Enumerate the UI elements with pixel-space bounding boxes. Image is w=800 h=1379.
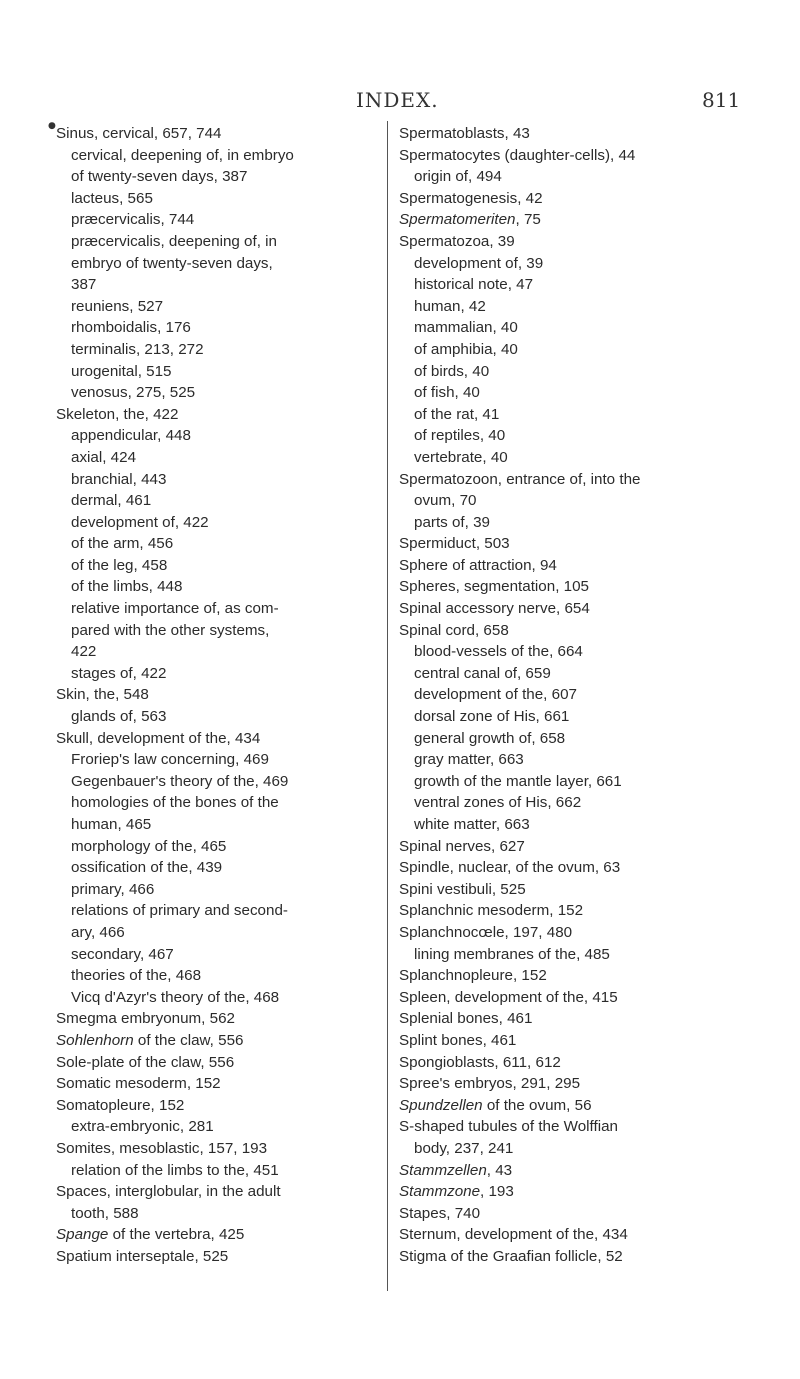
index-subentry	[56, 339, 376, 361]
index-entry-text: Spermiduct, 503	[399, 535, 510, 553]
column-divider	[387, 121, 388, 1291]
index-entry-text: Spermatocytes (daughter-cells), 44	[399, 146, 636, 164]
index-subentry	[56, 253, 376, 275]
index-entry-text: Splint bones, 461	[399, 1031, 517, 1049]
index-entry	[399, 1030, 739, 1052]
index-entry-text: Spree's embryos, 291, 295	[399, 1075, 581, 1093]
index-subentry	[56, 555, 376, 577]
index-entry-text: Spinal cord, 658	[399, 621, 509, 639]
index-entry	[56, 684, 376, 706]
index-entry	[399, 857, 739, 879]
index-entry-text: Sternum, development of the, 434	[399, 1226, 628, 1244]
bullet-mark: ●	[48, 121, 56, 131]
index-entry-text: Spermatogenesis, 42	[399, 189, 543, 207]
index-subentry	[56, 209, 376, 231]
index-entry-text: Spongioblasts, 611, 612	[399, 1053, 561, 1071]
index-subentry	[56, 1116, 376, 1138]
index-entry-text: homologies of the bones of the	[71, 794, 279, 812]
index-entry-text: morphology of the, 465	[71, 837, 227, 855]
index-entry-text: pared with the other systems,	[71, 621, 270, 639]
index-column-right	[399, 123, 739, 1267]
index-subentry	[56, 425, 376, 447]
index-entry	[399, 1073, 739, 1095]
index-entry	[56, 1246, 376, 1268]
index-entry-text: of the leg, 458	[71, 556, 168, 574]
index-entry-text: Splanchnic mesoderm, 152	[399, 902, 584, 920]
index-entry	[56, 1224, 376, 1246]
index-entry-text: relation of the limbs to the, 451	[71, 1161, 279, 1179]
index-entry-text: ossification of the, 439	[71, 859, 223, 877]
index-subentry	[399, 1138, 739, 1160]
index-entry-text: primary, 466	[71, 880, 155, 898]
index-entry	[399, 922, 739, 944]
index-entry-text: Splanchnocœle, 197, 480	[399, 923, 573, 941]
index-entry-text: relative importance of, as com-	[71, 600, 279, 618]
index-entry-text: Spermatozoa, 39	[399, 232, 515, 250]
index-entry-text: 422	[71, 643, 97, 661]
index-subentry	[56, 792, 376, 814]
index-entry-text: reuniens, 527	[71, 297, 164, 315]
index-entry-text: dorsal zone of His, 661	[414, 708, 570, 726]
index-subentry	[56, 922, 376, 944]
page-number: 811	[702, 88, 741, 112]
index-entry	[56, 404, 376, 426]
index-subentry	[56, 382, 376, 404]
index-entry-text: Spheres, segmentation, 105	[399, 578, 589, 596]
index-entry	[56, 1138, 376, 1160]
index-entry-text: , 43	[486, 1161, 513, 1179]
index-entry-text: Skin, the, 548	[56, 686, 149, 704]
index-entry	[399, 209, 739, 231]
index-entry	[56, 123, 376, 145]
index-entry-text: blood-vessels of the, 664	[414, 643, 583, 661]
index-entry	[399, 123, 739, 145]
index-entry-text: Spindle, nuclear, of the ovum, 63	[399, 859, 621, 877]
index-entry	[399, 987, 739, 1009]
index-entry-text: præcervicalis, 744	[71, 211, 195, 229]
index-subentry	[399, 382, 739, 404]
index-entry-text: Stigma of the Graafian follicle, 52	[399, 1247, 623, 1265]
index-entry-italic-term: Spange	[56, 1226, 109, 1244]
index-entry-text: , 75	[515, 211, 541, 229]
index-entry-text: general growth of, 658	[414, 729, 566, 747]
index-entry-text: of amphibia, 40	[414, 340, 518, 358]
index-subentry	[56, 944, 376, 966]
index-entry	[399, 965, 739, 987]
index-entry-text: secondary, 467	[71, 945, 174, 963]
index-entry	[56, 1181, 376, 1203]
index-entry-italic-term: Spermatomeriten	[399, 211, 516, 229]
index-entry-text: gray matter, 663	[414, 751, 524, 769]
index-subentry	[56, 706, 376, 728]
index-entry	[399, 231, 739, 253]
page-title: INDEX.	[356, 88, 439, 112]
index-subentry	[399, 792, 739, 814]
index-entry	[399, 879, 739, 901]
index-entry-text: of twenty-seven days, 387	[71, 168, 248, 186]
index-entry	[56, 728, 376, 750]
index-entry-text: axial, 424	[71, 448, 137, 466]
index-subentry	[399, 684, 739, 706]
index-entry-text: Sphere of attraction, 94	[399, 556, 557, 574]
index-entry-text: embryo of twenty-seven days,	[71, 254, 273, 272]
index-subentry	[399, 663, 739, 685]
index-entry-italic-term: Sohlenhorn	[56, 1031, 134, 1049]
index-subentry	[399, 404, 739, 426]
index-entry-text: development of, 422	[71, 513, 209, 531]
index-entry	[399, 188, 739, 210]
index-entry-text: of fish, 40	[414, 384, 480, 402]
index-entry	[399, 1181, 739, 1203]
index-entry-text: Smegma embryonum, 562	[56, 1010, 235, 1028]
index-subentry	[56, 317, 376, 339]
index-entry	[399, 620, 739, 642]
index-subentry	[56, 620, 376, 642]
index-entry	[399, 533, 739, 555]
index-entry-text: ventral zones of His, 662	[414, 794, 582, 812]
index-entry	[399, 1203, 739, 1225]
index-entry-text: origin of, 494	[414, 168, 502, 186]
index-entry-text: Vicq d'Azyr's theory of the, 468	[71, 988, 280, 1006]
index-entry-text: development of the, 607	[414, 686, 577, 704]
index-subentry	[399, 814, 739, 836]
index-entry	[399, 469, 739, 491]
index-entry-text: human, 42	[414, 297, 486, 315]
index-entry	[399, 1008, 739, 1030]
index-entry-text: glands of, 563	[71, 708, 167, 726]
index-subentry	[56, 598, 376, 620]
index-subentry	[56, 749, 376, 771]
index-subentry	[399, 425, 739, 447]
index-subentry	[56, 231, 376, 253]
index-entry	[399, 900, 739, 922]
index-subentry	[56, 663, 376, 685]
index-subentry	[399, 749, 739, 771]
index-subentry	[399, 706, 739, 728]
index-subentry	[399, 166, 739, 188]
index-entry-text: terminalis, 213, 272	[71, 340, 204, 358]
index-subentry	[56, 836, 376, 858]
index-entry	[399, 555, 739, 577]
index-subentry	[56, 361, 376, 383]
index-entry	[399, 1246, 739, 1268]
index-entry-text: Spermatozoon, entrance of, into the	[399, 470, 641, 488]
index-entry	[56, 1095, 376, 1117]
index-entry-text: of the claw, 556	[133, 1031, 244, 1049]
index-entry	[399, 1095, 739, 1117]
index-subentry	[56, 1160, 376, 1182]
index-subentry	[56, 512, 376, 534]
index-entry-text: Spaces, interglobular, in the adult	[56, 1183, 281, 1201]
index-entry-italic-term: Stammzone	[399, 1183, 481, 1201]
index-entry-text: theories of the, 468	[71, 967, 202, 985]
index-entry-text: stages of, 422	[71, 664, 167, 682]
index-subentry	[56, 814, 376, 836]
index-entry-text: urogenital, 515	[71, 362, 172, 380]
index-entry-text: of the arm, 456	[71, 535, 174, 553]
index-entry-text: of birds, 40	[414, 362, 490, 380]
index-entry-text: Skull, development of the, 434	[56, 729, 261, 747]
index-entry	[399, 1052, 739, 1074]
index-entry-text: relations of primary and second-	[71, 902, 288, 920]
index-entry	[399, 1116, 739, 1138]
index-entry-text: growth of the mantle layer, 661	[414, 772, 622, 790]
index-subentry	[399, 339, 739, 361]
index-subentry	[56, 188, 376, 210]
index-entry-text: præcervicalis, deepening of, in	[71, 232, 277, 250]
index-subentry	[56, 641, 376, 663]
index-entry-text: of the limbs, 448	[71, 578, 183, 596]
index-entry-text: body, 237, 241	[414, 1139, 514, 1157]
index-entry-text: Somatic mesoderm, 152	[56, 1075, 221, 1093]
index-entry-text: of the ovum, 56	[482, 1096, 592, 1114]
index-subentry	[56, 965, 376, 987]
index-entry-italic-term: Stammzellen	[399, 1161, 487, 1179]
index-entry-text: human, 465	[71, 816, 152, 833]
index-entry-text: cervical, deepening of, in embryo	[71, 146, 294, 164]
index-subentry	[56, 576, 376, 598]
index-subentry	[56, 857, 376, 879]
index-entry-text: Somites, mesoblastic, 157, 193	[56, 1139, 268, 1157]
index-subentry	[399, 512, 739, 534]
index-entry-text: Somatopleure, 152	[56, 1096, 185, 1114]
index-subentry	[56, 296, 376, 318]
index-subentry	[399, 728, 739, 750]
index-subentry	[56, 879, 376, 901]
index-entry-text: Skeleton, the, 422	[56, 405, 179, 423]
index-entry-text: Sole-plate of the claw, 556	[56, 1053, 235, 1071]
index-subentry	[399, 361, 739, 383]
index-subentry	[399, 944, 739, 966]
index-subentry	[56, 771, 376, 793]
index-entry-text: dermal, 461	[71, 492, 152, 510]
index-subentry	[56, 274, 376, 296]
index-entry-text: white matter, 663	[414, 816, 530, 833]
index-entry-text: Stapes, 740	[399, 1204, 481, 1222]
index-entry-text: Spermatoblasts, 43	[399, 125, 530, 142]
index-subentry	[399, 296, 739, 318]
index-entry-text: historical note, 47	[414, 276, 534, 294]
index-entry-italic-term: Spundzellen	[399, 1096, 483, 1114]
index-subentry	[56, 900, 376, 922]
index-entry-text: Gegenbauer's theory of the, 469	[71, 772, 289, 790]
index-entry	[399, 145, 739, 167]
index-entry-text: appendicular, 448	[71, 427, 191, 445]
index-entry-text: Spinal nerves, 627	[399, 837, 525, 855]
index-entry-text: Splanchnopleure, 152	[399, 967, 547, 985]
index-entry-text: lining membranes of the, 485	[414, 945, 610, 963]
index-entry	[56, 1008, 376, 1030]
index-subentry	[56, 145, 376, 167]
index-entry	[399, 1160, 739, 1182]
index-entry-text: development of, 39	[414, 254, 544, 272]
index-subentry	[399, 447, 739, 469]
index-subentry	[56, 447, 376, 469]
index-entry-text: venosus, 275, 525	[71, 384, 196, 402]
index-entry-text: of the vertebra, 425	[108, 1226, 245, 1244]
index-subentry	[56, 533, 376, 555]
index-entry-text: rhomboidalis, 176	[71, 319, 191, 337]
index-entry-text: tooth, 588	[71, 1204, 139, 1222]
index-entry	[56, 1030, 376, 1052]
index-entry	[56, 1073, 376, 1095]
index-entry-text: Spini vestibuli, 525	[399, 880, 526, 898]
index-entry	[399, 836, 739, 858]
index-entry-text: Spleen, development of the, 415	[399, 988, 618, 1006]
index-subentry	[399, 317, 739, 339]
index-subentry	[56, 166, 376, 188]
index-entry	[399, 1224, 739, 1246]
index-subentry	[56, 1203, 376, 1225]
index-subentry	[399, 274, 739, 296]
index-entry	[56, 1052, 376, 1074]
index-entry-text: vertebrate, 40	[414, 448, 508, 466]
index-entry-text: S-shaped tubules of the Wolffian	[399, 1118, 618, 1136]
page-header	[0, 88, 800, 118]
index-entry-text: 387	[71, 276, 97, 294]
index-subentry	[56, 469, 376, 491]
index-entry-text: Spatium interseptale, 525	[56, 1247, 229, 1265]
index-entry-text: Spinal accessory nerve, 654	[399, 600, 590, 618]
index-subentry	[399, 253, 739, 275]
index-entry-text: Froriep's law concerning, 469	[71, 751, 269, 769]
index-entry-text: central canal of, 659	[414, 664, 551, 682]
index-entry-text: branchial, 443	[71, 470, 167, 488]
index-entry-text: , 193	[480, 1183, 514, 1201]
index-entry-text: of reptiles, 40	[414, 427, 506, 445]
index-entry-text: mammalian, 40	[414, 319, 518, 337]
index-subentry	[399, 771, 739, 793]
index-entry	[399, 598, 739, 620]
index-entry-text: Sinus, cervical, 657, 744	[56, 125, 222, 142]
index-subentry	[399, 490, 739, 512]
index-subentry	[399, 641, 739, 663]
index-entry-text: ovum, 70	[414, 492, 477, 510]
index-subentry	[56, 490, 376, 512]
index-entry-text: Splenial bones, 461	[399, 1010, 533, 1028]
index-entry-text: lacteus, 565	[71, 189, 153, 207]
index-entry-text: extra-embryonic, 281	[71, 1118, 214, 1136]
index-subentry	[56, 987, 376, 1009]
index-entry-text: ary, 466	[71, 923, 125, 941]
index-column-left	[56, 123, 376, 1267]
index-entry-text: parts of, 39	[414, 513, 490, 531]
index-entry-text: of the rat, 41	[414, 405, 500, 423]
index-entry	[399, 576, 739, 598]
